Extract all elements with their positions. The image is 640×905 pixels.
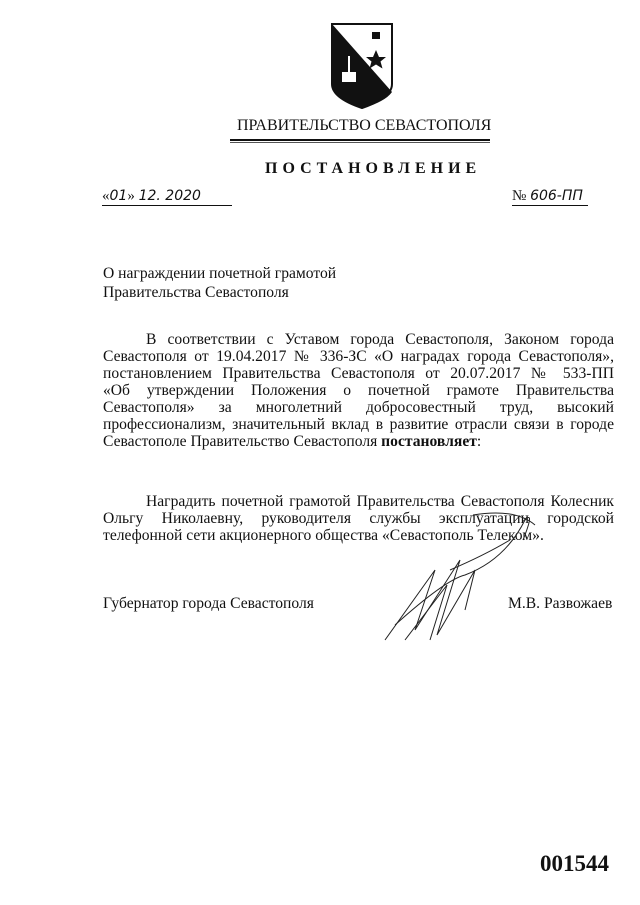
text-part: Севастополе Правительство Севастополя xyxy=(103,433,382,450)
header-rule-thin xyxy=(230,142,490,143)
coat-of-arms-emblem xyxy=(330,22,394,110)
text-line: «Об утверждении Положения о почетной грамоте Правительства xyxy=(103,382,614,399)
document-type: ПОСТАНОВЛЕНИЕ xyxy=(265,160,482,177)
text-line: профессионализм, значительный вклад в развитие отрасли связи в городе xyxy=(103,416,614,433)
text-line: постановлением Правительства Севастополя от 20.07.2017 № 533-ПП xyxy=(103,365,614,382)
text-line: Севастополя от 19.04.2017 № 336-ЗС «О наградах города Севастополя», xyxy=(103,348,614,365)
number-value: 606-ПП xyxy=(530,188,583,204)
text-part: : xyxy=(476,433,482,450)
text-line xyxy=(103,433,614,450)
decision-keyword: постановляет xyxy=(381,433,477,450)
header-rule xyxy=(230,139,490,141)
document-subject xyxy=(103,264,336,302)
text-line: В соответствии с Уставом города Севастополя, Законом города xyxy=(146,331,614,348)
text-line: телефонной сети акционерного общества «Севастополь Телеком». xyxy=(103,527,544,544)
organization-name: ПРАВИТЕЛЬСТВО СЕВАСТОПОЛЯ xyxy=(237,117,492,134)
signatory-name: М.В. Развожаев xyxy=(508,595,613,612)
text-line: Ольгу Николаевну, руководителя службы эксплуатации городской xyxy=(103,510,614,527)
text-line: Севастополя» за многолетний добросовестный труд, высокий xyxy=(103,399,614,416)
text-line: Наградить почетной грамотой Правительства Севастополя Колесник xyxy=(146,493,614,510)
date-month-year: 12. 2020 xyxy=(138,188,201,204)
date-quote-open: « xyxy=(102,188,110,204)
date-day: 01 xyxy=(109,188,128,204)
subject-line: О награждении почетной грамотой xyxy=(103,265,337,282)
document-date xyxy=(102,188,232,206)
subject-line: Правительства Севастополя xyxy=(103,284,289,301)
date-quote-close: » xyxy=(127,188,135,204)
handwritten-signature xyxy=(375,500,565,650)
number-label: № xyxy=(512,188,527,204)
signatory-position: Губернатор города Севастополя xyxy=(103,595,314,612)
serial-number: 001544 xyxy=(540,851,609,876)
document-number xyxy=(512,188,588,206)
